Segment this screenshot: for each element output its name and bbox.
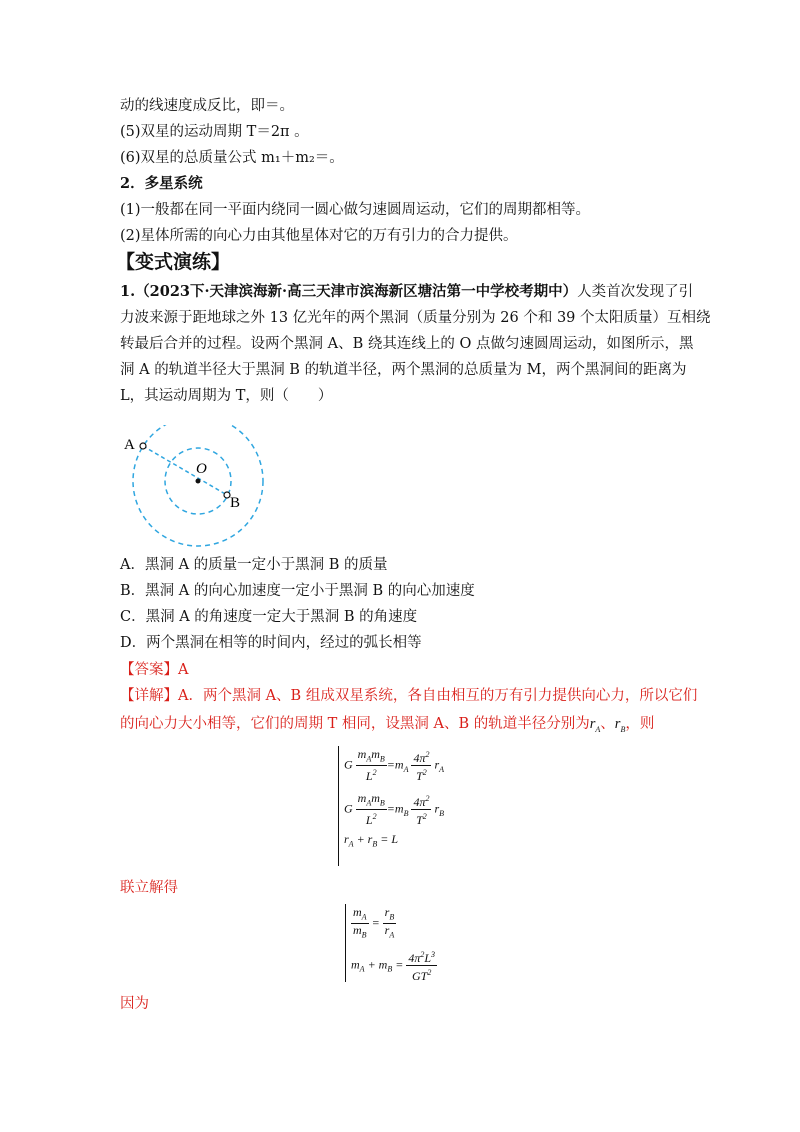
option-d[interactable]: D．两个黑洞在相等的时间内，经过的弧长相等: [120, 635, 422, 651]
radius-a-symbol: $r_A$: [589, 716, 601, 734]
section-2-title: 2．多星系统: [120, 175, 203, 192]
binary-orbit-figure: [118, 425, 278, 555]
question-line-1: [120, 282, 693, 302]
label-b: B: [230, 495, 241, 511]
orbit-a-circle: [133, 425, 263, 546]
text-line-mass: (6)双星的总质量公式 m₁＋m₂＝。: [120, 150, 344, 166]
connecting-line: [143, 446, 227, 495]
black-hole-a: [140, 443, 146, 449]
section-2-point-2: (2)星体所需的向心力由其他星体对它的万有引力的合力提供。: [120, 228, 518, 244]
text-line-1: 动的线速度成反比，即＝。: [120, 98, 294, 114]
question-stem-start: 人类首次发现了引: [577, 284, 694, 300]
option-c[interactable]: C．黑洞 A 的角速度一定大于黑洞 B 的角速度: [120, 609, 418, 625]
label-a: A: [124, 437, 135, 453]
equation-system-2-brace: [345, 904, 346, 982]
option-a[interactable]: A．黑洞 A 的质量一定小于黑洞 B 的质量: [120, 557, 388, 573]
practice-heading: 【变式演练】: [116, 251, 231, 273]
explain-line-2-text: 的向心力大小相等，它们的周期 T 相同，设黑洞 A、B 的轨道半径分别为: [120, 716, 590, 732]
center-point-o: [196, 479, 201, 484]
equation-2: G $\frac{m_Am_B}{L^2}$ $=m_B$ $\frac{4\pi^2}{T^2}$ $r_B$: [344, 791, 445, 828]
explain-line-2: [120, 714, 654, 740]
text-line-period: (5)双星的运动周期 T＝2π 。: [120, 124, 309, 140]
section-2-point-1: (1)一般都在同一平面内绕同一圆心做匀速圆周运动，它们的周期都相等。: [120, 202, 591, 218]
equation-5: $m_A + m_B$ = $\frac{4\pi^2L^3}{GT^2}$: [351, 950, 436, 983]
explain-line-1: 【详解】A．两个黑洞 A、B 组成双星系统，各自由相互的万有引力提供向心力，所以它们: [120, 688, 698, 704]
because-label: 因为: [120, 996, 149, 1012]
label-o: O: [196, 461, 207, 477]
question-line-4: 洞 A 的轨道半径大于黑洞 B 的轨道半径，两个黑洞的总质量为 M，两个黑洞间的距离为: [120, 362, 687, 378]
equation-3: $r_A + r_B = L$: [344, 832, 399, 849]
question-line-3: 转最后合并的过程。设两个黑洞 A、B 绕其连线上的 O 点做匀速圆周运动，如图所示，黑: [120, 336, 694, 352]
question-source: 1.（2023下·天津滨海新·高三天津市滨海新区塘沽第一中学校考期中）: [120, 283, 578, 300]
combine-label: 联立解得: [120, 880, 178, 896]
radius-b-symbol: $r_B$: [614, 716, 626, 734]
answer-label: 【答案】A: [120, 662, 189, 678]
equation-1: G $\frac{m_Am_B}{L^2}$ $=m_A$ $\frac{4\pi^2}{T^2}$ $r_A$: [344, 747, 445, 784]
explain-line-2-tail: ，则: [625, 716, 655, 732]
question-line-5: L，其运动周期为 T，则（ ）: [120, 388, 333, 404]
equation-system-1-brace: [338, 746, 339, 866]
radius-separator: 、: [600, 716, 615, 732]
equation-4: $\frac{m_A}{m_B}$ = $\frac{r_B}{r_A}$: [353, 905, 395, 940]
question-line-2: 力波来源于距地球之外 13 亿光年的两个黑洞（质量分别为 26 个和 39 个太阳质量）互相绕: [120, 310, 711, 326]
option-b[interactable]: B．黑洞 A 的向心加速度一定小于黑洞 B 的向心加速度: [120, 583, 475, 599]
